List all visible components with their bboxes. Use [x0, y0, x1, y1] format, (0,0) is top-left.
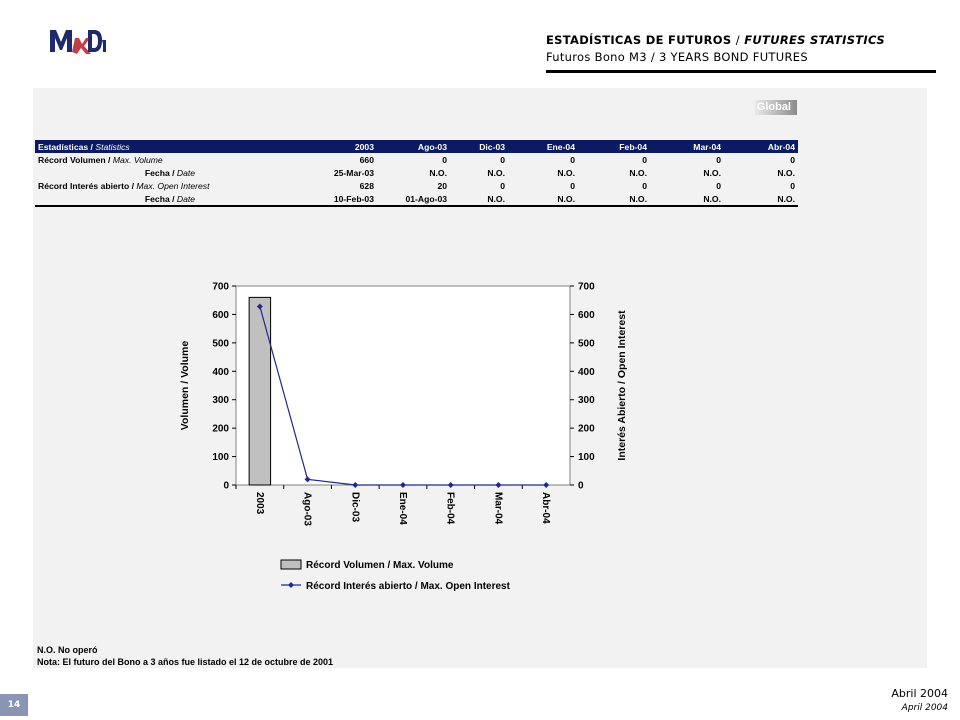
table-cell: N.O. [629, 167, 647, 178]
column-header: Feb-04 [578, 140, 650, 153]
table-cell: N.O. [650, 192, 724, 206]
y2-tick-label: 200 [578, 423, 595, 435]
table-cell: 0 [716, 154, 721, 165]
row-label: Récord Volumen / Max. Volume [38, 154, 163, 165]
row-label: Récord Interés abierto / Max. Open Interest [38, 180, 210, 191]
table-cell: 0 [500, 154, 505, 165]
y-tick-label: 200 [212, 423, 229, 435]
listing-note: Nota: El futuro del Bono a 3 años fue listado el 12 de octubre de 2001 [37, 657, 334, 667]
x-tick-label: Ago-03 [301, 492, 313, 526]
y-tick-label: 100 [212, 452, 229, 464]
table-cell: 0 [642, 154, 647, 165]
header-rule [546, 70, 936, 73]
table-cell: N.O. [703, 167, 721, 178]
column-header: Mar-04 [650, 140, 724, 153]
table-cell: N.O. [450, 192, 508, 206]
table-cell: N.O. [429, 167, 447, 178]
y2-tick-label: 600 [578, 309, 595, 321]
table-cell: N.O. [724, 192, 798, 206]
table-cell: N.O. [508, 192, 578, 206]
row-label: Fecha / Date [144, 167, 196, 178]
table-cell: 0 [442, 154, 447, 165]
table-cell: 0 [570, 180, 575, 191]
y2-tick-label: 500 [578, 338, 595, 350]
table-cell: 0 [500, 180, 505, 191]
y-tick-label: 600 [212, 309, 229, 321]
y-tick-label: 0 [223, 480, 229, 492]
x-tick-label: Abr-04 [540, 492, 552, 524]
y2-tick-label: 100 [578, 452, 595, 464]
table-cell: 628 [359, 180, 374, 191]
column-header: Ago-03 [377, 140, 450, 153]
page-subtitle: Futuros Bono M3 / 3 YEARS BOND FUTURES [546, 50, 808, 64]
row-label: Fecha / Date [35, 192, 305, 206]
table-cell: N.O. [578, 192, 650, 206]
y2-tick-label: 700 [578, 281, 595, 293]
table-cell: 0 [570, 154, 575, 165]
x-tick-label: Dic-03 [349, 492, 361, 523]
title-es: ESTADÍSTICAS DE FUTUROS [546, 33, 732, 47]
y-tick-label: 700 [212, 281, 229, 293]
table-cell: N.O. [777, 167, 795, 178]
y-tick-label: 400 [212, 366, 229, 378]
title-separator: / [735, 33, 740, 47]
table-cell: 01-Ago-03 [377, 192, 450, 206]
table-header-label: Estadísticas / Statistics [35, 140, 305, 153]
table-header-row [35, 140, 798, 153]
table-cell: 0 [642, 180, 647, 191]
page-title [546, 33, 885, 47]
table-cell: 0 [790, 154, 795, 165]
column-header: 2003 [305, 140, 377, 153]
column-header: Abr-04 [724, 140, 798, 153]
y-tick-label: 500 [212, 338, 229, 350]
x-tick-label: Mar-04 [492, 492, 504, 525]
table-row [35, 153, 798, 166]
table-cell: 10-Feb-03 [305, 192, 377, 206]
y2-axis-label: Interés Abierto / Open Interest [616, 310, 628, 461]
table-cell: 0 [790, 180, 795, 191]
table-row [35, 179, 798, 192]
x-tick-label: Feb-04 [444, 492, 456, 525]
y-tick-label: 300 [212, 395, 229, 407]
title-en: FUTURES STATISTICS [744, 33, 885, 47]
page-number: 14 [0, 694, 28, 716]
global-tab: Global [755, 100, 797, 115]
y2-tick-label: 400 [578, 366, 595, 378]
x-tick-label: 2003 [253, 492, 265, 515]
footer-date-es: Abril 2004 [891, 687, 948, 700]
legend-label: Récord Interés abierto / Max. Open Interest [306, 581, 510, 592]
table-row [35, 192, 798, 206]
footer-date-en: April 2004 [901, 703, 948, 713]
table-cell: 660 [359, 154, 374, 165]
no-opero-note: N.O. No operó [37, 645, 98, 655]
mexder-logo [44, 22, 108, 66]
x-tick-label: Ene-04 [397, 492, 408, 525]
y2-tick-label: 300 [578, 395, 595, 407]
table-cell: 0 [716, 180, 721, 191]
table-row [35, 166, 798, 179]
column-header: Ene-04 [508, 140, 578, 153]
table-cell: 20 [437, 180, 447, 191]
table-cell: 25-Mar-03 [333, 167, 374, 178]
table-cell: N.O. [557, 167, 575, 178]
statistics-table [35, 140, 798, 207]
column-header: Dic-03 [450, 140, 508, 153]
y-axis-label: Volumen / Volume [179, 340, 191, 431]
y2-tick-label: 0 [578, 480, 584, 492]
legend-label: Récord Volumen / Max. Volume [306, 560, 454, 571]
table-cell: N.O. [487, 167, 505, 178]
